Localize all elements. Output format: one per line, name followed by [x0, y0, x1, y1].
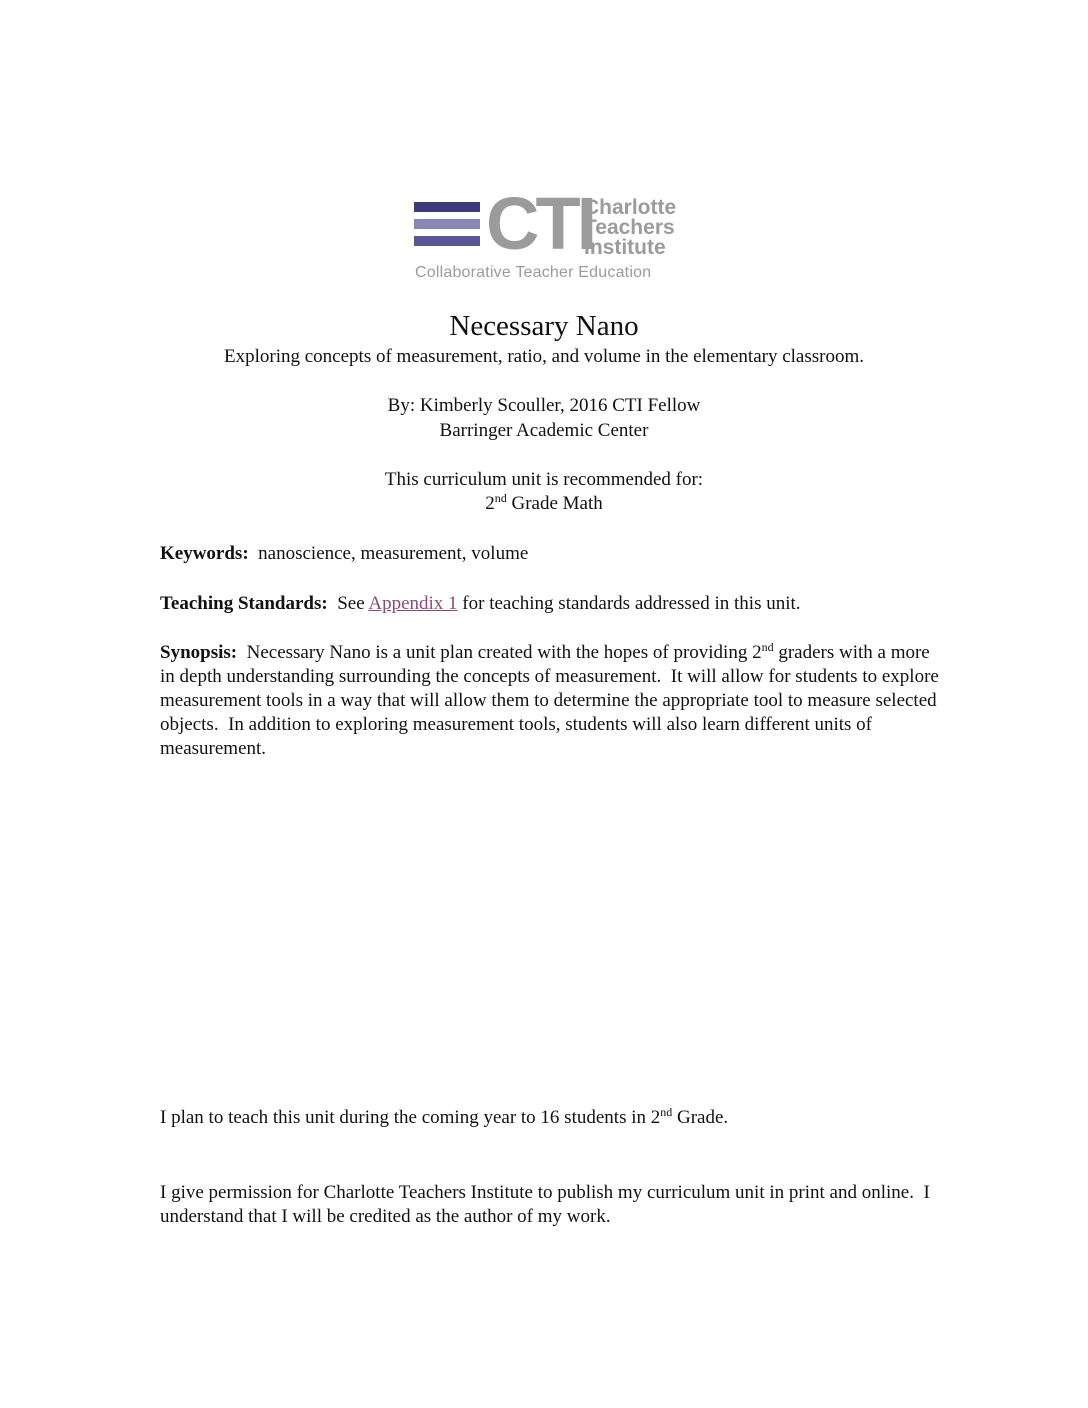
school-name: Barringer Academic Center: [439, 420, 649, 441]
logo-tagline: Collaborative Teacher Education: [415, 264, 652, 281]
synopsis-text-end: graders with a more in depth understanding surrounding the concepts of measurement. It will allow for students to explore measurement tools in a way that will allow them to determine the appropriate tool to measure selected objects. In addition to exploring measurement tools, students will also learn different units of measurement.: [160, 642, 944, 759]
logo-name-line: Institute: [584, 236, 666, 259]
synopsis-sup: nd: [761, 640, 774, 654]
plan-text-start: I plan to teach this unit during the coming year to 16 students in 2: [160, 1107, 661, 1128]
permission-paragraph: I give permission for Charlotte Teachers Institute to publish my curriculum unit in print and online. I understand that I will be credited as the author of my work.: [160, 1182, 935, 1227]
logo-name: [584, 198, 676, 258]
plan-paragraph: [160, 1106, 940, 1130]
logo-name-line: Teachers: [584, 216, 675, 239]
author-byline: By: Kimberly Scouller, 2016 CTI Fellow: [387, 395, 701, 416]
logo-mark: CTI: [486, 182, 594, 265]
keywords-label: Keywords:: [160, 543, 249, 564]
keywords-paragraph: [160, 542, 940, 566]
standards-before: See: [327, 593, 369, 614]
grade-suffix: nd: [494, 491, 507, 505]
recommended-grade: [0, 493, 1088, 515]
synopsis-text-start: Necessary Nano is a unit plan created with the hopes of providing 2: [237, 642, 762, 663]
cti-logo: [414, 182, 684, 288]
grade-rest: Grade Math: [506, 493, 603, 514]
logo-bar-icon: [414, 219, 480, 229]
synopsis-label: Synopsis:: [160, 642, 238, 663]
document-subtitle: Exploring concepts of measurement, ratio, and volume in the elementary classroom.: [224, 346, 864, 367]
standards-after: for teaching standards addressed in this unit.: [457, 593, 801, 614]
logo-name-line: Charlotte: [584, 196, 677, 219]
plan-sup: nd: [660, 1105, 673, 1119]
logo-bar-icon: [414, 236, 480, 246]
document-title: Necessary Nano: [449, 310, 639, 342]
synopsis-paragraph: [160, 640, 944, 761]
recommendation-intro: This curriculum unit is recommended for:: [384, 469, 704, 490]
plan-text-end: Grade.: [672, 1107, 729, 1128]
logo-bar-icon: [414, 202, 480, 212]
keywords-text: nanoscience, measurement, volume: [248, 543, 529, 564]
grade-number: 2: [485, 493, 495, 514]
standards-paragraph: [160, 592, 940, 616]
standards-label: Teaching Standards:: [160, 593, 328, 614]
appendix-link[interactable]: Appendix 1: [368, 593, 458, 614]
